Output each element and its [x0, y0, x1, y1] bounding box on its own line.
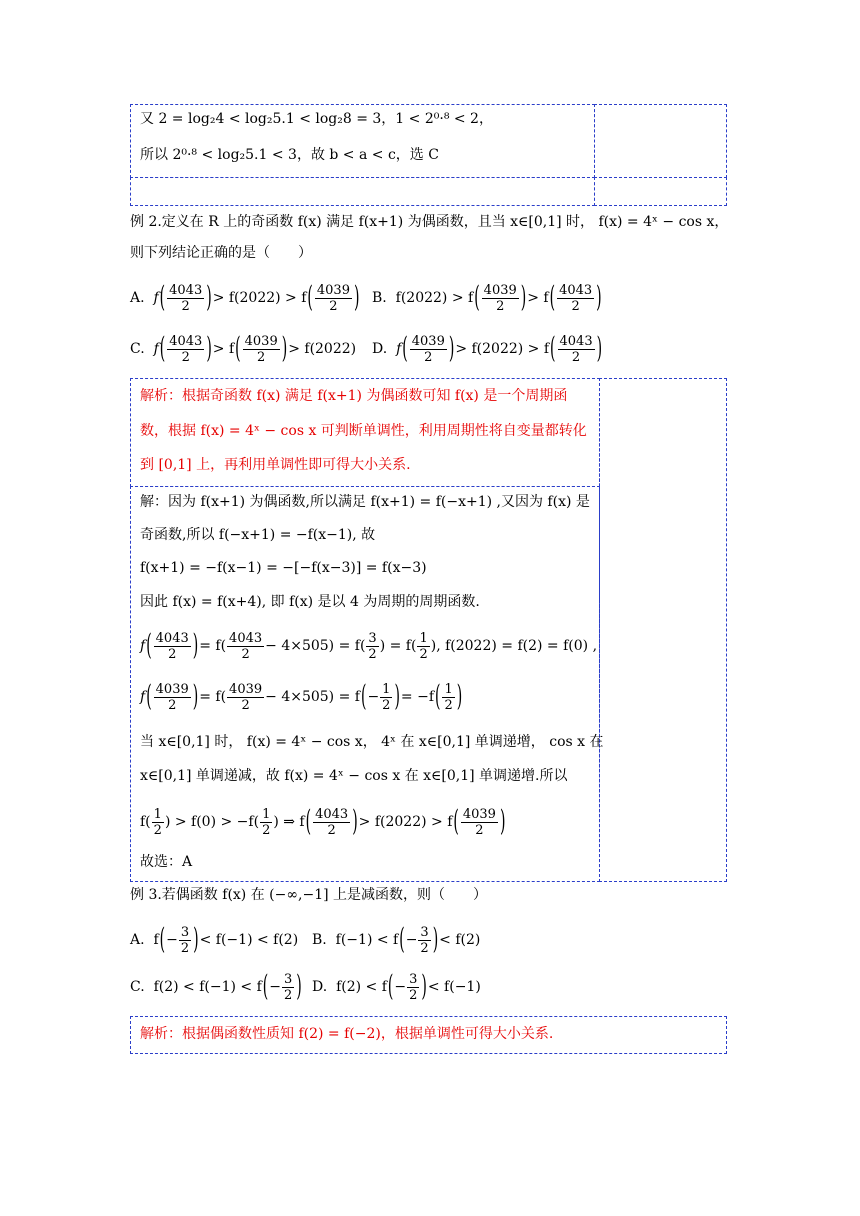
example2-option-d: D. f ( $\frac{4039}{2}$ ) > f(2022) > f ( $\frac{4043}{2}$ ): [372, 332, 603, 366]
solution-line-3: f(x+1) = −f(x−1) = −[−f(x−3)] = f(x−3): [140, 560, 427, 576]
top-table-cell-bottom-side: [594, 177, 727, 206]
side-box: [599, 378, 727, 882]
fraction: $\frac{4039}{2}$: [483, 282, 517, 314]
example3-option-b: B. f(−1) < f ( − $\frac{3}{2}$ ) < f(2): [312, 923, 481, 957]
fraction: $\frac{4039}{2}$: [229, 681, 263, 713]
fraction: $\frac{4039}{2}$: [316, 282, 350, 314]
solution-line-4: 因此 f(x) = f(x+4), 即 f(x) 是以 4 为周期的周期函数.: [140, 594, 480, 610]
option-label: A.: [130, 290, 145, 306]
option-label: D.: [372, 341, 388, 357]
solution-line-7: 当 x∈[0,1] 时， f(x) = 4ˣ − cos x， 4ˣ 在 x∈[0,1] 单调递增， cos x 在: [140, 734, 604, 750]
example2-stem-line2: 则下列结论正确的是（ ）: [130, 245, 312, 261]
top-line-2: 所以 2⁰·⁸ < log₂5.1 < 3，故 b < a < c，选 C: [140, 147, 439, 163]
fraction: $\frac{4043}{2}$: [169, 333, 203, 365]
solution-line-8: x∈[0,1] 单调递减，故 f(x) = 4ˣ − cos x 在 x∈[0,1] 单调递增.所以: [140, 768, 568, 784]
fraction: $\frac{3}{2}$: [283, 971, 293, 1003]
solution-line-2: 奇函数,所以 f(−x+1) = −f(x−1), 故: [140, 527, 376, 543]
solution-line-5: f ( $\frac{4043}{2}$ ) = f( $\frac{4043}{2}$ − 4×505) = f( $\frac{3}{2}$ ) = f( $\frac{1}{2}$ ), f(2022) = f(2) = f(0) ,: [140, 629, 598, 663]
fraction: $\frac{4039}{2}$: [244, 333, 278, 365]
analysis-line-1: 解析：根据奇函数 f(x) 满足 f(x+1) 为偶函数可知 f(x) 是一个周期函: [140, 388, 568, 404]
option-label: B.: [372, 290, 387, 306]
fraction: $\frac{1}{2}$: [262, 806, 271, 838]
option-label: B.: [312, 932, 327, 948]
example3-stem: 例 3.若偶函数 f(x) 在 (−∞,−1] 上是减函数，则（ ）: [130, 887, 488, 903]
fraction: $\frac{4043}{2}$: [155, 630, 189, 662]
solution-line-9: f( $\frac{1}{2}$ ) > f(0) > −f( $\frac{1}{2}$ ) ⇒ f ( $\frac{4043}{2}$ ) > f(2022) > f ( $\frac{4039}{2}$ ): [140, 805, 506, 839]
example3-option-d: D. f(2) < f ( − $\frac{3}{2}$ ) < f(−1): [312, 970, 481, 1004]
example2-stem-line1: 例 2.定义在 R 上的奇函数 f(x) 满足 f(x+1) 为偶函数，且当 x∈[0,1] 时， f(x) = 4ˣ − cos x，: [130, 214, 729, 230]
example3-option-a: A. f ( − $\frac{3}{2}$ ) < f(−1) < f(2): [130, 923, 299, 957]
fraction: $\frac{4043}{2}$: [559, 333, 593, 365]
fraction: $\frac{4039}{2}$: [155, 681, 189, 713]
option-label: C.: [130, 979, 145, 995]
fraction: $\frac{1}{2}$: [419, 630, 428, 662]
example3-analysis: 解析：根据偶函数性质知 f(2) = f(−2)，根据单调性可得大小关系.: [140, 1026, 554, 1042]
solution-line-6: f ( $\frac{4039}{2}$ ) = f( $\frac{4039}{2}$ − 4×505) = f ( − $\frac{1}{2}$ ) = −f ( $\frac{1}{2}$ ): [140, 680, 463, 714]
solution-answer: 故选：A: [140, 854, 193, 870]
option-label: C.: [130, 341, 145, 357]
example2-option-a: A. f ( $\frac{4043}{2}$ ) > f(2022) > f ( $\frac{4039}{2}$ ): [130, 281, 360, 315]
example2-option-b: B. f(2022) > f ( $\frac{4039}{2}$ ) > f ( $\frac{4043}{2}$ ): [372, 281, 602, 315]
fraction: $\frac{4043}{2}$: [169, 282, 203, 314]
example2-option-c: C. f ( $\frac{4043}{2}$ ) > f ( $\frac{4039}{2}$ ) > f(2022): [130, 332, 357, 366]
solution-line-1: 解：因为 f(x+1) 为偶函数,所以满足 f(x+1) = f(−x+1) ,又因为 f(x) 是: [140, 494, 590, 510]
example3-option-c: C. f(2) < f(−1) < f ( − $\frac{3}{2}$ ): [130, 970, 302, 1004]
analysis-line-2: 数，根据 f(x) = 4ˣ − cos x 可判断单调性，利用周期性将自变量都转化: [140, 423, 587, 439]
option-label: A.: [130, 932, 145, 948]
fraction: $\frac{3}{2}$: [180, 924, 190, 956]
analysis-line-3: 到 [0,1] 上，再利用单调性即可得大小关系.: [140, 457, 411, 473]
fraction: $\frac{1}{2}$: [444, 681, 453, 713]
fraction: $\frac{3}{2}$: [409, 971, 418, 1003]
fraction: $\frac{4043}{2}$: [229, 630, 263, 662]
fraction: $\frac{4043}{2}$: [559, 282, 593, 314]
fraction: $\frac{4039}{2}$: [462, 806, 496, 838]
fraction: $\frac{3}{2}$: [420, 924, 429, 956]
top-table-cell-bottom-main: [130, 177, 595, 206]
top-table-cell-side: [594, 104, 727, 178]
option-label: D.: [312, 979, 328, 995]
fraction: $\frac{1}{2}$: [153, 806, 162, 838]
top-line-1: 又 2 = log₂4 < log₂5.1 < log₂8 = 3，1 < 2⁰·⁸ < 2，: [140, 111, 493, 127]
fraction: $\frac{1}{2}$: [382, 681, 391, 713]
fraction: $\frac{3}{2}$: [368, 630, 377, 662]
fraction: $\frac{4039}{2}$: [411, 333, 445, 365]
fraction: $\frac{4043}{2}$: [315, 806, 349, 838]
